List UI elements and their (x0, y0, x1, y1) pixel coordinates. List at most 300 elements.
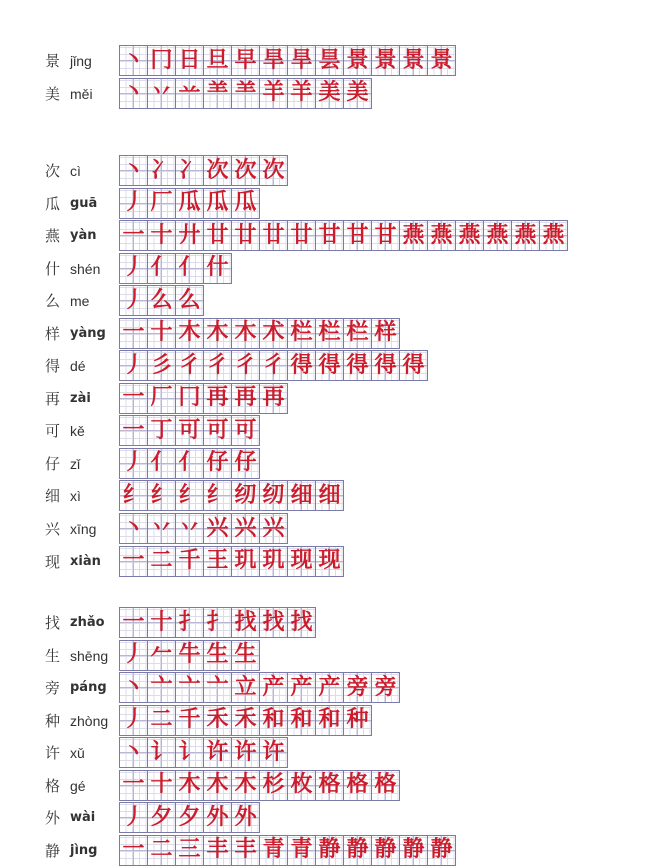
stroke-step-glyph: 许 (262, 739, 285, 765)
stroke-step-glyph: 木 (234, 320, 257, 346)
stroke-step-cell (316, 350, 344, 381)
stroke-step-glyph: 术 (262, 320, 285, 346)
stroke-step-glyph: 再 (234, 385, 257, 411)
stroke-step-cell (316, 705, 344, 736)
stroke-step-glyph: 燕 (486, 222, 509, 248)
stroke-step-cell (176, 253, 204, 284)
stroke-step-glyph: 兴 (234, 515, 257, 541)
stroke-step-cell (400, 350, 428, 381)
stroke-step-glyph: 丶 (122, 157, 145, 183)
stroke-step-glyph: 牛 (178, 642, 201, 668)
character-row (0, 640, 645, 671)
stroke-step-glyph: 兴 (262, 515, 285, 541)
character-label: 样 (45, 324, 61, 343)
stroke-step-glyph: 丿 (122, 450, 145, 476)
stroke-step-cell (232, 802, 260, 833)
stroke-step-cell (176, 737, 204, 768)
stroke-step-cell (119, 155, 148, 186)
stroke-step-glyph: 景 (402, 47, 425, 73)
stroke-step-cell (204, 835, 232, 866)
stroke-step-cell (148, 318, 176, 349)
stroke-step-cell (176, 835, 204, 866)
stroke-step-cell (119, 318, 148, 349)
stroke-step-cell (260, 770, 288, 801)
stroke-step-glyph: 什 (206, 255, 229, 281)
stroke-step-cell (176, 78, 204, 109)
stroke-step-glyph: 丿 (122, 642, 145, 668)
stroke-step-glyph: 可 (206, 417, 229, 443)
stroke-step-cell (119, 802, 148, 833)
stroke-step-cell (372, 672, 400, 703)
pinyin-label: yàng (70, 325, 106, 341)
character-row (0, 480, 645, 511)
stroke-step-glyph: 青 (262, 837, 285, 863)
pinyin-label: xǔ (70, 745, 85, 762)
character-row (0, 705, 645, 736)
stroke-step-cell (260, 737, 288, 768)
character-row (0, 672, 645, 703)
stroke-step-cell (204, 350, 232, 381)
stroke-step-glyph: 亻 (150, 450, 173, 476)
character-label: 现 (45, 552, 61, 571)
stroke-step-cell (288, 672, 316, 703)
stroke-step-cell (316, 480, 344, 511)
stroke-step-cell (316, 835, 344, 866)
character-group-2 (0, 155, 645, 578)
stroke-step-glyph: 兴 (206, 515, 229, 541)
stroke-step-cell (260, 383, 288, 414)
stroke-step-glyph: 廿 (262, 222, 285, 248)
stroke-step-cell (176, 705, 204, 736)
stroke-step-cell (148, 253, 176, 284)
stroke-step-cell (232, 480, 260, 511)
stroke-step-glyph: 丷 (150, 515, 173, 541)
stroke-step-cell (119, 672, 148, 703)
stroke-step-glyph: 夕 (178, 804, 201, 830)
stroke-step-cell (316, 672, 344, 703)
stroke-step-glyph: 栏 (318, 320, 341, 346)
stroke-step-cell (400, 45, 428, 76)
character-row (0, 220, 645, 251)
stroke-step-glyph: 亠 (150, 674, 173, 700)
stroke-step-glyph: 旱 (290, 47, 313, 73)
stroke-step-glyph: 瓜 (178, 190, 201, 216)
stroke-step-cell (316, 546, 344, 577)
pinyin-label: páng (70, 680, 107, 696)
stroke-step-glyph: 甘 (318, 222, 341, 248)
stroke-step-cell (148, 802, 176, 833)
stroke-step-glyph: 外 (206, 804, 229, 830)
stroke-step-cell (260, 705, 288, 736)
stroke-step-glyph: 三 (178, 837, 201, 863)
pinyin-label: xì (70, 488, 81, 505)
character-row (0, 155, 645, 186)
stroke-step-cell (260, 318, 288, 349)
stroke-step-cell (260, 672, 288, 703)
stroke-step-cell (288, 607, 316, 638)
character-label: 么 (45, 292, 61, 311)
stroke-step-cell (119, 480, 148, 511)
stroke-step-cell (204, 253, 232, 284)
stroke-step-glyph: 亻 (178, 255, 201, 281)
stroke-step-glyph: 讠 (150, 739, 173, 765)
stroke-step-glyph: 仔 (234, 450, 257, 476)
stroke-step-glyph: 丶 (122, 515, 145, 541)
stroke-step-glyph: 羊 (262, 80, 285, 106)
stroke-step-cell (204, 383, 232, 414)
stroke-step-cell (260, 78, 288, 109)
stroke-step-glyph: 和 (290, 707, 313, 733)
stroke-step-glyph: 细 (318, 482, 341, 508)
stroke-step-cell (204, 480, 232, 511)
stroke-step-glyph: 燕 (514, 222, 537, 248)
stroke-step-glyph: 一 (122, 385, 145, 411)
stroke-step-cell (148, 383, 176, 414)
stroke-step-glyph: 丶 (122, 674, 145, 700)
stroke-step-cell (288, 318, 316, 349)
stroke-step-cell (232, 513, 260, 544)
stroke-step-cell (119, 285, 148, 316)
stroke-step-cell (344, 835, 372, 866)
stroke-step-glyph: 丿 (122, 804, 145, 830)
stroke-step-glyph: 可 (178, 417, 201, 443)
stroke-step-cell (204, 415, 232, 446)
stroke-step-glyph: 千 (178, 707, 201, 733)
stroke-order-grid (119, 415, 260, 446)
character-label: 可 (45, 422, 61, 441)
stroke-step-cell (372, 318, 400, 349)
stroke-order-grid (119, 318, 400, 349)
character-row (0, 78, 645, 109)
stroke-step-glyph: 木 (206, 772, 229, 798)
stroke-step-cell (176, 672, 204, 703)
stroke-step-cell (344, 672, 372, 703)
stroke-step-cell (204, 546, 232, 577)
stroke-step-glyph: 千 (178, 548, 201, 574)
stroke-step-cell (119, 770, 148, 801)
stroke-step-cell (372, 835, 400, 866)
stroke-step-glyph: 夕 (150, 804, 173, 830)
stroke-step-glyph: 现 (290, 548, 313, 574)
stroke-step-glyph: 景 (430, 47, 453, 73)
pinyin-label: jǐng (70, 53, 92, 69)
stroke-step-glyph: 产 (262, 674, 285, 700)
stroke-step-cell (119, 513, 148, 544)
stroke-step-glyph: 立 (234, 674, 257, 700)
stroke-step-glyph: 静 (374, 837, 397, 863)
stroke-step-cell (232, 640, 260, 671)
character-row (0, 383, 645, 414)
stroke-step-cell (176, 448, 204, 479)
stroke-step-cell (232, 220, 260, 251)
stroke-step-glyph: 亠 (206, 674, 229, 700)
stroke-step-glyph: 十 (150, 320, 173, 346)
character-row (0, 737, 645, 768)
pinyin-label: zǐ (70, 455, 81, 472)
stroke-step-glyph: 木 (178, 772, 201, 798)
stroke-step-cell (176, 802, 204, 833)
stroke-order-grid (119, 78, 372, 109)
stroke-step-cell (148, 607, 176, 638)
character-label: 静 (45, 841, 61, 860)
stroke-step-glyph: 丰 (206, 837, 229, 863)
stroke-step-glyph: 得 (374, 352, 397, 378)
stroke-step-glyph: 一 (122, 772, 145, 798)
stroke-step-glyph: 十 (150, 772, 173, 798)
character-label: 找 (45, 614, 61, 632)
stroke-step-cell (232, 705, 260, 736)
stroke-step-cell (204, 513, 232, 544)
stroke-step-cell (119, 253, 148, 284)
stroke-step-glyph: 日 (178, 47, 201, 73)
stroke-step-cell (148, 45, 176, 76)
stroke-step-glyph: 燕 (458, 222, 481, 248)
stroke-step-glyph: 和 (318, 707, 341, 733)
character-row (0, 448, 645, 479)
stroke-step-cell (148, 513, 176, 544)
stroke-order-grid (119, 285, 204, 316)
stroke-step-cell (232, 835, 260, 866)
stroke-step-cell (288, 350, 316, 381)
stroke-step-cell (176, 480, 204, 511)
stroke-step-glyph: 丿 (122, 190, 145, 216)
character-row (0, 188, 645, 219)
pinyin-label: kě (70, 423, 85, 440)
stroke-step-cell (119, 220, 148, 251)
character-label: 格 (45, 776, 61, 795)
stroke-step-glyph: 旁 (374, 674, 397, 700)
stroke-step-cell (148, 672, 176, 703)
stroke-step-cell (288, 220, 316, 251)
stroke-step-cell (119, 546, 148, 577)
stroke-step-glyph: 冫 (150, 157, 173, 183)
stroke-step-cell (288, 835, 316, 866)
character-group-3 (0, 607, 645, 867)
stroke-step-glyph: 彳 (234, 352, 257, 378)
stroke-step-glyph: 亠 (178, 674, 201, 700)
stroke-step-cell (204, 770, 232, 801)
stroke-step-glyph: 丶 (122, 739, 145, 765)
stroke-step-cell (316, 318, 344, 349)
stroke-step-glyph: 旱 (262, 47, 285, 73)
stroke-step-cell (119, 78, 148, 109)
pinyin-label: jìng (70, 842, 98, 858)
stroke-step-glyph: 生 (234, 642, 257, 668)
stroke-step-cell (316, 220, 344, 251)
stroke-step-glyph: 十 (150, 609, 173, 635)
stroke-step-glyph: 格 (346, 772, 369, 798)
stroke-step-cell (204, 220, 232, 251)
stroke-step-cell (260, 480, 288, 511)
stroke-step-glyph: 静 (346, 837, 369, 863)
stroke-order-grid (119, 737, 288, 768)
character-label: 燕 (45, 227, 61, 246)
stroke-step-cell (372, 45, 400, 76)
character-label: 瓜 (45, 194, 61, 213)
stroke-step-cell (119, 737, 148, 768)
stroke-step-cell (119, 383, 148, 414)
character-label: 再 (45, 389, 61, 408)
stroke-step-cell (176, 770, 204, 801)
stroke-step-glyph: 得 (402, 352, 425, 378)
stroke-step-cell (260, 155, 288, 186)
stroke-step-glyph: 厂 (150, 190, 173, 216)
stroke-step-cell (176, 546, 204, 577)
stroke-step-cell (288, 45, 316, 76)
stroke-step-cell (372, 220, 400, 251)
stroke-step-cell (344, 318, 372, 349)
stroke-step-glyph: 纟 (206, 482, 229, 508)
stroke-step-glyph: 丿 (122, 707, 145, 733)
character-group-1 (0, 45, 645, 110)
stroke-order-grid (119, 480, 344, 511)
stroke-step-cell (288, 480, 316, 511)
stroke-step-glyph: 一 (122, 417, 145, 443)
stroke-step-glyph: 找 (262, 609, 285, 635)
stroke-step-glyph: 许 (206, 739, 229, 765)
stroke-step-glyph: 纟 (178, 482, 201, 508)
stroke-step-cell (428, 835, 456, 866)
stroke-step-cell (400, 835, 428, 866)
stroke-step-cell (260, 45, 288, 76)
stroke-step-glyph: 冂 (178, 385, 201, 411)
stroke-step-cell (204, 802, 232, 833)
stroke-order-grid (119, 705, 372, 736)
stroke-order-grid (119, 607, 316, 638)
stroke-step-glyph: ⺷ (206, 80, 229, 106)
stroke-step-cell (288, 705, 316, 736)
stroke-step-glyph: 格 (318, 772, 341, 798)
character-row (0, 770, 645, 801)
stroke-step-cell (204, 640, 232, 671)
stroke-step-cell (176, 350, 204, 381)
stroke-step-glyph: 得 (346, 352, 369, 378)
stroke-step-glyph: 仔 (206, 450, 229, 476)
pinyin-label: yàn (70, 228, 97, 244)
stroke-step-cell (428, 45, 456, 76)
stroke-step-cell (260, 546, 288, 577)
stroke-step-glyph: 外 (234, 804, 257, 830)
stroke-step-cell (232, 350, 260, 381)
stroke-step-glyph: 静 (430, 837, 453, 863)
stroke-step-glyph: 丰 (234, 837, 257, 863)
stroke-step-glyph: 廾 (178, 222, 201, 248)
stroke-step-cell (372, 350, 400, 381)
stroke-step-glyph: 栏 (290, 320, 313, 346)
stroke-step-glyph: 𠂉 (150, 642, 173, 668)
pinyin-label: guā (70, 195, 98, 211)
pinyin-label: xiàn (70, 553, 101, 569)
stroke-step-glyph: 瓜 (206, 190, 229, 216)
stroke-order-grid (119, 546, 344, 577)
stroke-step-glyph: 次 (206, 157, 229, 183)
stroke-step-cell (148, 78, 176, 109)
stroke-step-cell (344, 350, 372, 381)
stroke-step-glyph: 廿 (290, 222, 313, 248)
stroke-step-cell (232, 672, 260, 703)
stroke-step-cell (148, 640, 176, 671)
character-label: 细 (45, 487, 61, 506)
pinyin-label: dé (70, 358, 86, 375)
stroke-step-cell (119, 607, 148, 638)
stroke-step-glyph: 禾 (206, 707, 229, 733)
character-label: 什 (45, 259, 61, 278)
pinyin-label: cì (70, 163, 81, 179)
character-label: 外 (45, 809, 61, 828)
stroke-step-glyph: 生 (206, 642, 229, 668)
stroke-step-cell (176, 285, 204, 316)
stroke-step-glyph: 旦 (206, 47, 229, 73)
stroke-step-cell (540, 220, 568, 251)
stroke-step-glyph: 栏 (346, 320, 369, 346)
stroke-step-glyph: 丁 (150, 417, 173, 443)
stroke-step-cell (204, 78, 232, 109)
pinyin-label: gé (70, 777, 86, 794)
stroke-step-glyph: 丶 (122, 47, 145, 73)
pinyin-label: shēng (70, 647, 109, 664)
stroke-step-cell (288, 546, 316, 577)
stroke-step-glyph: 再 (206, 385, 229, 411)
stroke-step-cell (204, 188, 232, 219)
stroke-step-glyph: 玑 (262, 548, 285, 574)
stroke-step-glyph: 木 (178, 320, 201, 346)
stroke-step-glyph: 景 (374, 47, 397, 73)
stroke-step-glyph: 彡 (150, 352, 173, 378)
stroke-step-cell (232, 448, 260, 479)
stroke-step-cell (344, 770, 372, 801)
stroke-step-cell (400, 220, 428, 251)
stroke-step-glyph: 扌 (206, 609, 229, 635)
pinyin-label: wài (70, 810, 96, 826)
stroke-step-cell (119, 415, 148, 446)
pinyin-label: zhǎo (70, 615, 105, 630)
stroke-step-glyph: 么 (150, 287, 173, 313)
stroke-step-cell (148, 546, 176, 577)
stroke-step-cell (176, 220, 204, 251)
stroke-step-cell (148, 220, 176, 251)
character-label: 次 (45, 162, 61, 180)
stroke-step-glyph: 讠 (178, 739, 201, 765)
stroke-step-cell (232, 607, 260, 638)
stroke-order-grid (119, 220, 568, 251)
stroke-order-grid (119, 448, 260, 479)
stroke-order-grid (119, 188, 260, 219)
stroke-step-cell (148, 155, 176, 186)
character-row (0, 318, 645, 349)
stroke-order-grid (119, 45, 456, 76)
stroke-step-glyph: 亻 (178, 450, 201, 476)
stroke-step-cell (176, 415, 204, 446)
stroke-step-glyph: 许 (234, 739, 257, 765)
stroke-step-glyph: 燕 (542, 222, 565, 248)
stroke-step-cell (344, 220, 372, 251)
stroke-step-cell (176, 45, 204, 76)
stroke-step-cell (204, 155, 232, 186)
stroke-step-glyph: 种 (346, 707, 369, 733)
stroke-step-cell (119, 45, 148, 76)
stroke-step-glyph: 早 (234, 47, 257, 73)
pinyin-label: xīng (70, 521, 97, 538)
stroke-step-glyph: 丷 (178, 515, 201, 541)
stroke-step-glyph: 丷 (150, 80, 173, 106)
stroke-step-cell (148, 835, 176, 866)
stroke-step-cell (232, 45, 260, 76)
stroke-step-glyph: 彳 (262, 352, 285, 378)
pinyin-label: zhòng (70, 712, 109, 729)
stroke-step-glyph: 纫 (234, 482, 257, 508)
stroke-step-glyph: 静 (402, 837, 425, 863)
character-row (0, 350, 645, 381)
